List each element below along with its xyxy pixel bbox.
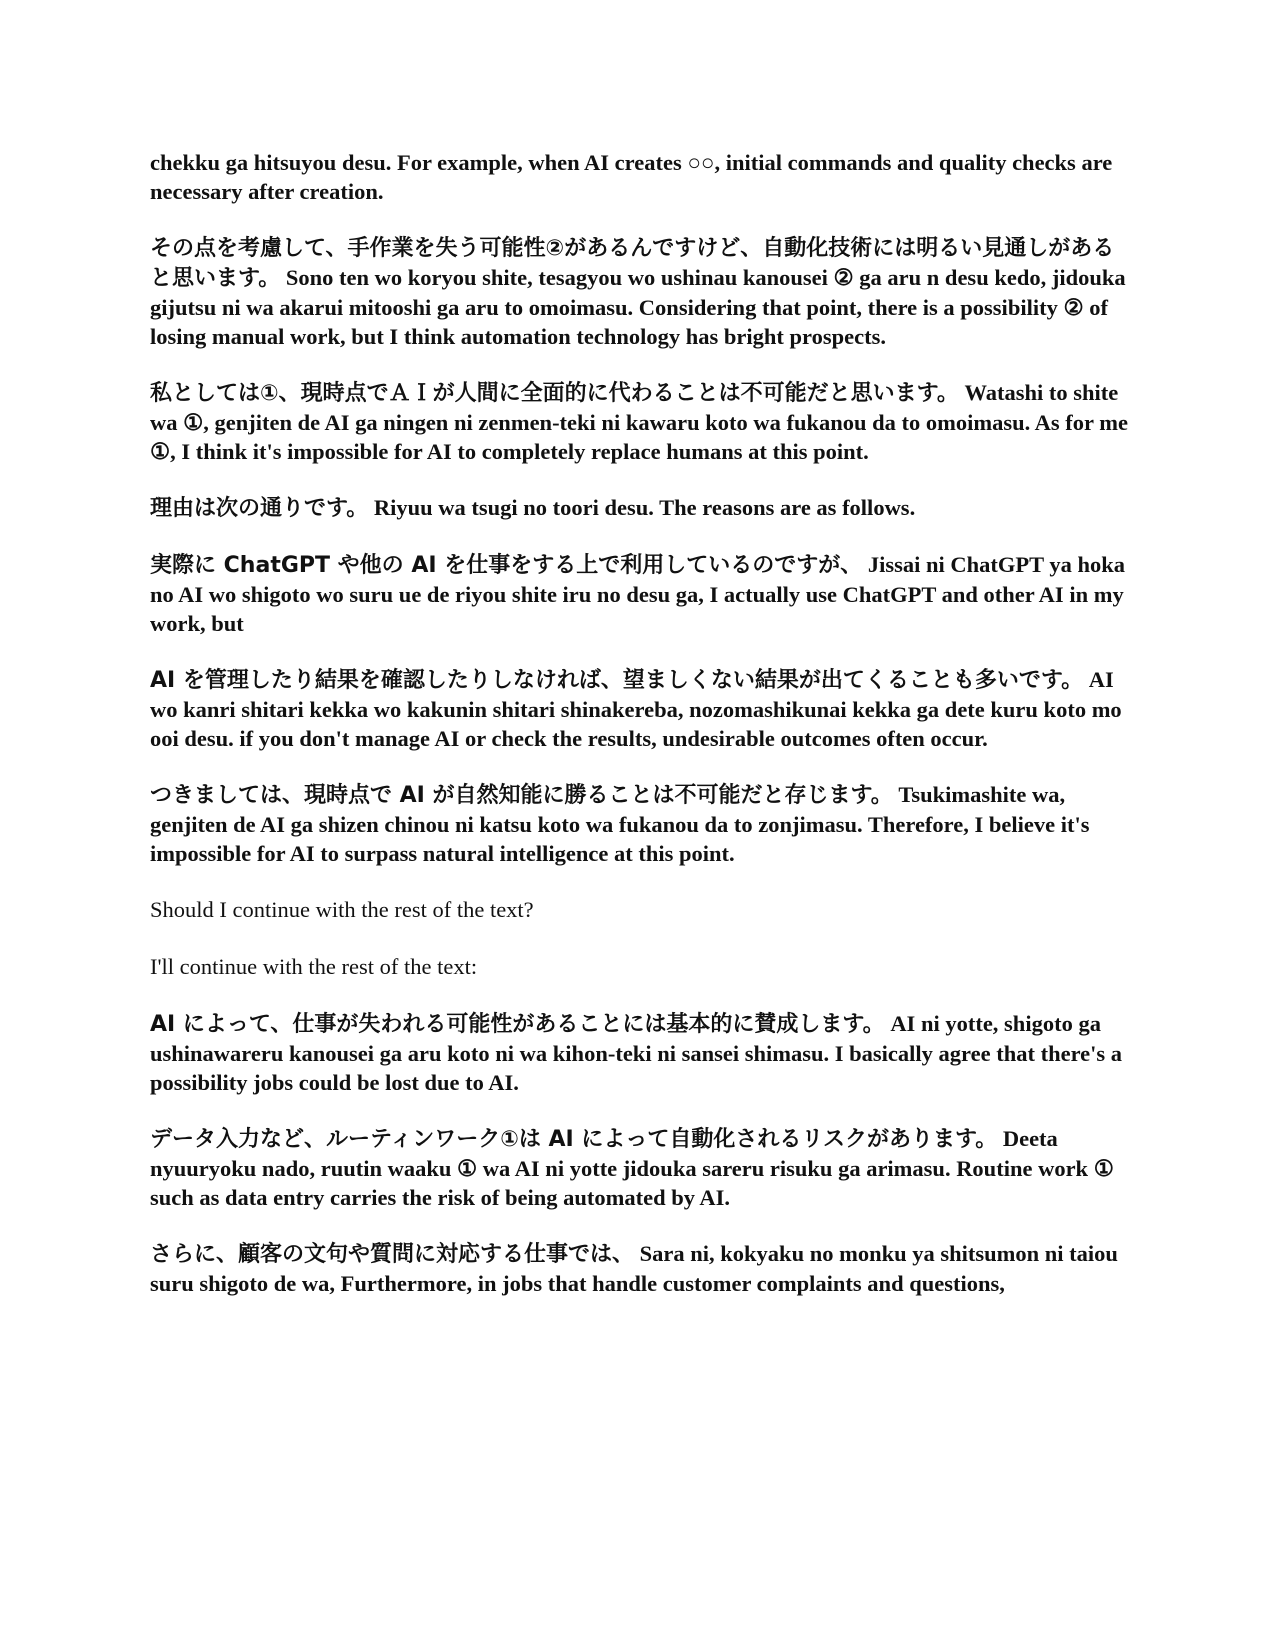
paragraph-5-translation: Jissai ni ChatGPT ya hoka no AI wo shigoto wo suru ue de riyou shite iru no desu ga, I actually use ChatGPT and other AI in my work, but bbox=[150, 552, 1126, 636]
paragraph-8-japanese: AI によって、仕事が失われる可能性があることには基本的に賛成します。 bbox=[150, 1012, 885, 1037]
paragraph-2 bbox=[150, 233, 1130, 351]
paragraph-9-translation: Deeta nyuuryoku nado, ruutin waaku ① wa AI ni yotte jidouka sareru risuku ga arimasu. Routine work ① such as data entry carries the risk of being automated by AI. bbox=[150, 1126, 1114, 1210]
continue-question: Should I continue with the rest of the text? bbox=[150, 897, 534, 922]
paragraph-7-translation: Tsukimashite wa, genjiten de AI ga shizen chinou ni katsu koto wa fukanou da to zonjimasu. Therefore, I believe it's impossible for AI to surpass natural intelligence at this point. bbox=[150, 782, 1090, 866]
paragraph-4 bbox=[150, 493, 1130, 523]
paragraph-6 bbox=[150, 665, 1130, 753]
paragraph-9-japanese: データ入力など、ルーティンワーク①は AI によって自動化されるリスクがあります。 bbox=[150, 1127, 998, 1152]
paragraph-5 bbox=[150, 550, 1130, 638]
paragraph-7-japanese: つきましては、現時点で AI が自然知能に勝ることは不可能だと存じます。 bbox=[150, 783, 893, 808]
paragraph-6-japanese: AI を管理したり結果を確認したりしなければ、望ましくない結果が出てくることも多いです。 bbox=[150, 668, 1084, 693]
paragraph-8-translation: AI ni yotte, shigoto ga ushinawareru kanousei ga aru koto ni wa kihon-teki ni sansei shimasu. I basically agree that there's a possibility jobs could be lost due to AI. bbox=[150, 1011, 1123, 1095]
paragraph-2-translation: Sono ten wo koryou shite, tesagyou wo ushinau kanousei ② ga aru n desu kedo, jidouka gijutsu ni wa akarui mitooshi ga aru to omoimasu. Considering that point, there is a possibility ② of losing manual work, but I think automation technology has bright prospects. bbox=[150, 265, 1126, 349]
paragraph-1 bbox=[150, 148, 1130, 206]
paragraph-5-japanese: 実際に ChatGPT や他の AI を仕事をする上で利用しているのですが、 bbox=[150, 553, 863, 578]
paragraph-4-translation: Riyuu wa tsugi no toori desu. The reasons are as follows. bbox=[368, 495, 916, 520]
paragraph-4-japanese: 理由は次の通りです。 bbox=[150, 496, 369, 521]
paragraph-10 bbox=[150, 1239, 1130, 1298]
paragraph-1-text: chekku ga hitsuyou desu. For example, when AI creates ○○, initial commands and quality checks are necessary after creation. bbox=[150, 150, 1113, 204]
paragraph-2-japanese: その点を考慮して、手作業を失う可能性②があるんですけど、自動化技術には明るい見通しがあると思います。 bbox=[150, 236, 1115, 291]
paragraph-10-japanese: さらに、顧客の文句や質問に対応する仕事では、 bbox=[150, 1242, 635, 1267]
paragraph-3-japanese: 私としては①、現時点でＡＩが人間に全面的に代わることは不可能だと思います。 bbox=[150, 381, 959, 406]
continue-note: I'll continue with the rest of the text: bbox=[150, 954, 478, 979]
document-page bbox=[150, 148, 1130, 1325]
paragraph-3-translation: Watashi to shite wa ①, genjiten de AI ga ningen ni zenmen-teki ni kawaru koto wa fukanou da to omoimasu. As for me ①, I think it's impossible for AI to completely replace humans at this point. bbox=[150, 380, 1128, 464]
paragraph-8 bbox=[150, 1009, 1130, 1097]
paragraph-3 bbox=[150, 378, 1130, 466]
paragraph-7 bbox=[150, 780, 1130, 868]
paragraph-6-translation: AI wo kanri shitari kekka wo kakunin shitari shinakereba, nozomashikunai kekka ga dete kuru koto mo ooi desu. if you don't manage AI or check the results, undesirable outcomes often occur. bbox=[150, 667, 1122, 751]
paragraph-9 bbox=[150, 1124, 1130, 1212]
paragraph-10-translation: Sara ni, kokyaku no monku ya shitsumon ni taiou suru shigoto de wa, Furthermore, in jobs that handle customer complaints and questions, bbox=[150, 1241, 1118, 1296]
